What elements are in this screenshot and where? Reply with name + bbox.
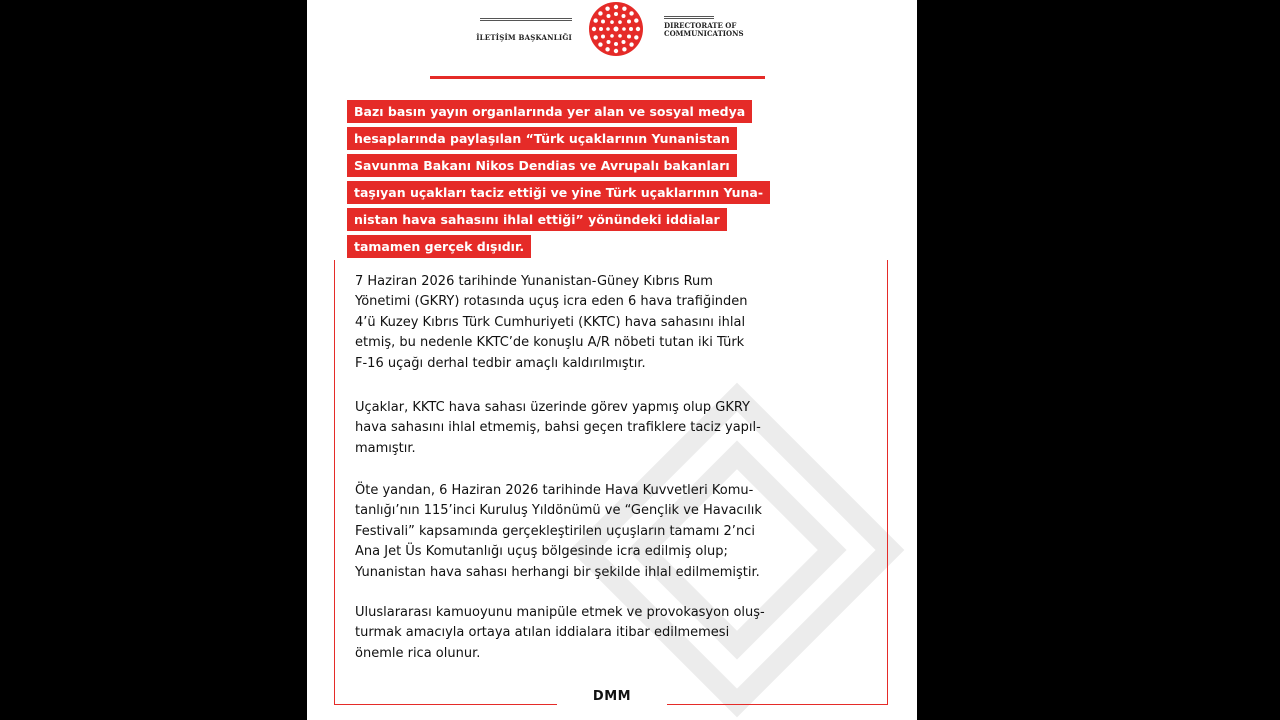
- header-left-title: İLETİŞİM BAŞKANLIĞI: [476, 33, 572, 42]
- paragraph-line: etmiş, bu nedenle KKTC’de konuşlu A/R nöbeti tutan iki Türk: [355, 335, 745, 351]
- headline-line: Savunma Bakanı Nikos Dendias ve Avrupalı bakanları: [347, 154, 737, 177]
- footer-brand: DMM: [592, 689, 632, 704]
- paragraph-line: hava sahasını ihlal etmemiş, bahsi geçen trafiklere taciz yapıl-: [355, 420, 761, 436]
- paragraph-2: [355, 398, 870, 459]
- paragraph-line: tanlığı’nın 115’inci Kuruluş Yıldönümü ve “Gençlik ve Havacılık: [355, 503, 762, 519]
- header-right-rule: [664, 16, 714, 19]
- headline-line: tamamen gerçek dışıdır.: [347, 235, 531, 258]
- footer: [562, 690, 662, 704]
- headline: [347, 100, 882, 262]
- paragraph-line: turmak amacıyla ortaya atılan iddialara itibar edilmemesi: [355, 625, 730, 641]
- header-right-title-line1: DIRECTORATE OF: [664, 21, 737, 30]
- paragraph-line: Uluslararası kamuoyunu manipüle etmek ve provokasyon oluş-: [355, 605, 765, 620]
- paragraph-line: Yönetimi (GKRY) rotasında uçuş icra eden 6 hava trafiğinden: [355, 294, 748, 310]
- headline-line: Bazı basın yayın organlarında yer alan ve sosyal medya: [347, 100, 752, 123]
- paragraph-line: 7 Haziran 2026 tarihinde Yunanistan-Güney Kıbrıs Rum: [355, 274, 713, 289]
- frame-left-border: [334, 260, 335, 705]
- paragraph-4: [355, 603, 870, 664]
- header-left-rule: [480, 18, 572, 21]
- headline-line: nistan hava sahasını ihlal ettiği” yönündeki iddialar: [347, 208, 727, 231]
- frame-right-border: [887, 260, 888, 705]
- document-page: [307, 0, 917, 720]
- paragraph-3: [355, 481, 870, 583]
- header-divider: [430, 76, 765, 79]
- header-right: [664, 16, 744, 38]
- paragraph-line: 4’ü Kuzey Kıbrıs Türk Cumhuriyeti (KKTC) hava sahasını ihlal: [355, 314, 746, 330]
- paragraph-line: Yunanistan hava sahası herhangi bir şekilde ihlal edilmemiştir.: [355, 564, 760, 580]
- paragraph-line: önemle rica olunur.: [355, 645, 481, 661]
- paragraph-1: [355, 272, 870, 374]
- headline-line: taşıyan uçakları taciz ettiği ve yine Türk uçaklarının Yuna-: [347, 181, 770, 204]
- header: [307, 0, 917, 70]
- paragraph-line: Festivali” kapsamında gerçekleştirilen uçuşların tamamı 2’nci: [355, 523, 755, 539]
- paragraph-line: mamıştır.: [355, 440, 416, 456]
- paragraph-line: Öte yandan, 6 Haziran 2026 tarihinde Hava Kuvvetleri Komu-: [355, 483, 754, 498]
- header-right-title-line2: COMMUNICATIONS: [664, 29, 744, 38]
- star-emblem-icon: [587, 0, 645, 58]
- paragraph-line: Uçaklar, KKTC hava sahası üzerinde görev yapmış olup GKRY: [355, 400, 750, 415]
- headline-line: hesaplarında paylaşılan “Türk uçaklarının Yunanistan: [347, 127, 737, 150]
- paragraph-line: Ana Jet Üs Komutanlığı uçuş bölgesinde icra edilmiş olup;: [355, 544, 728, 560]
- paragraph-line: F-16 uçağı derhal tedbir amaçlı kaldırılmıştır.: [355, 355, 646, 371]
- header-left: [476, 18, 572, 44]
